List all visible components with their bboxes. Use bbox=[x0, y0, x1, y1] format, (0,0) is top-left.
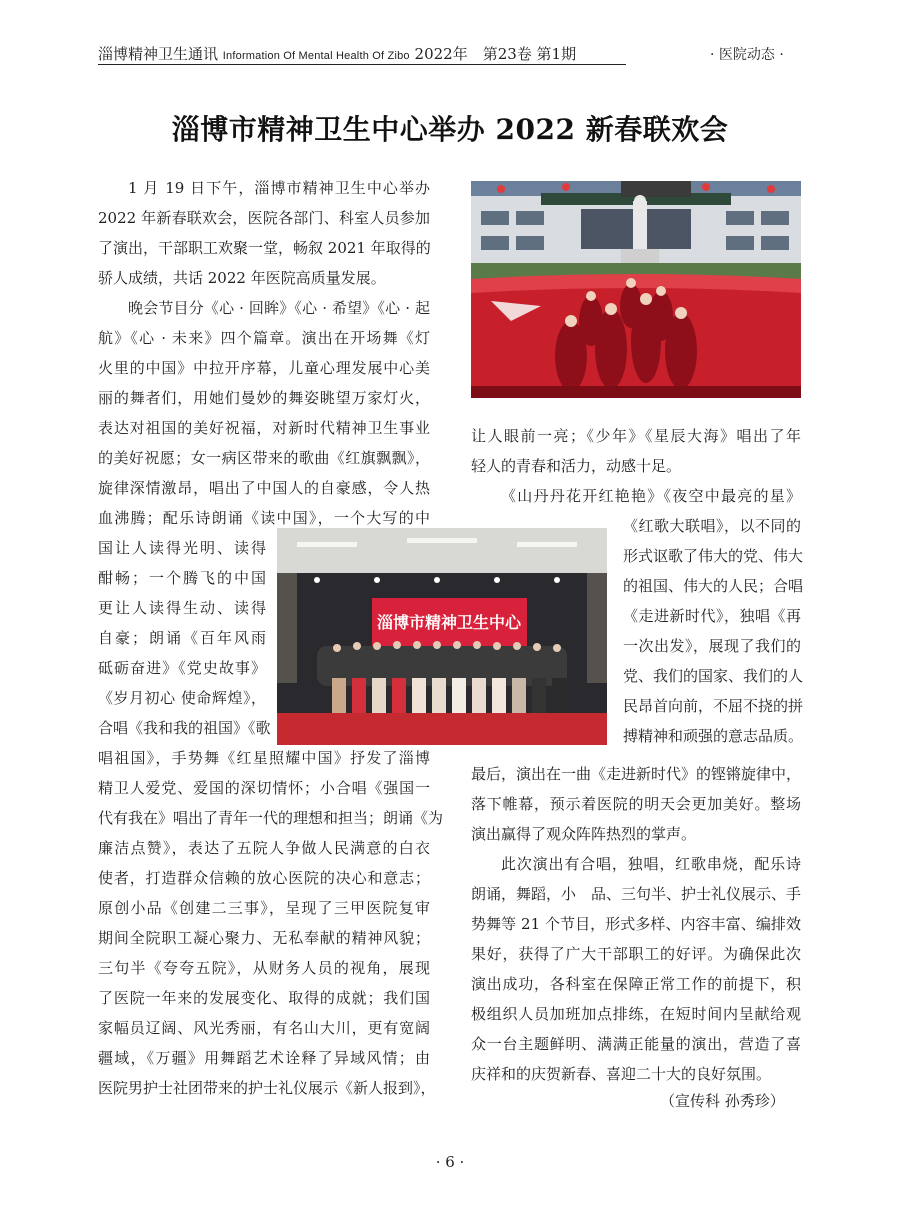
body-line: 落下帷幕，预示着医院的明天会更加美好。整场 bbox=[471, 795, 801, 813]
body-line: 《岁月初心 使命辉煌》， bbox=[98, 689, 266, 707]
body-line: 果好，获得了广大干部职工的好评。为确保此次 bbox=[471, 945, 801, 963]
section-label: · 医院动态 · bbox=[710, 47, 784, 63]
body-line: 党、我们的国家、我们的人 bbox=[623, 667, 804, 685]
group-photo-illustration bbox=[277, 528, 607, 745]
body-line: 国让人读得光明、读得 bbox=[98, 539, 266, 557]
body-line: 极组织人员加班加点排练，在短时间内呈献给观 bbox=[471, 1005, 801, 1023]
body-line: 血沸腾；配乐诗朗诵《读中国》，一个大写的中 bbox=[98, 509, 430, 527]
body-line: 演出成功，各科室在保障正常工作的前提下，积 bbox=[471, 975, 801, 993]
body-line: 搏精神和顽强的意志品质。 bbox=[623, 727, 804, 745]
body-line: 期间全院职工凝心聚力、无私奉献的精神风貌； bbox=[98, 929, 430, 947]
body-line: 庆祥和的庆贺新春、喜迎二十大的良好氛围。 bbox=[471, 1065, 772, 1083]
body-line: 丽的舞者们，用她们曼妙的舞姿眺望万家灯火， bbox=[98, 389, 430, 407]
body-line: 精卫人爱党、爱国的深切情怀；小合唱《强国一 bbox=[98, 779, 430, 797]
body-line: 原创小品《创建二三事》，呈现了三甲医院复审 bbox=[98, 899, 430, 917]
body-line: 《走进新时代》，独唱《再 bbox=[623, 607, 801, 625]
dance-photo-illustration bbox=[471, 181, 801, 398]
body-line: 《山丹丹花开红艳艳》《夜空中最亮的星》 bbox=[501, 487, 801, 505]
body-line: 使者，打造群众信赖的放心医院的决心和意志； bbox=[98, 869, 430, 887]
body-line: 旋律深情激昂，唱出了中国人的自豪感，令人热 bbox=[98, 479, 430, 497]
body-line: 廉洁点赞》，表达了五院人争做人民满意的白衣 bbox=[98, 839, 430, 857]
body-line: 家幅员辽阔、风光秀丽，有名山大川，更有宽阔 bbox=[98, 1019, 430, 1037]
body-line: 唱祖国》，手势舞《红星照耀中国》抒发了淄博 bbox=[98, 749, 430, 767]
body-line: 骄人成绩，共话 2022 年医院高质量发展。 bbox=[98, 269, 386, 287]
body-line: 了医院一年来的发展变化、取得的成就；我们国 bbox=[98, 989, 430, 1007]
body-line: 三句半《夸夸五院》，从财务人员的视角，展现 bbox=[98, 959, 430, 977]
body-line: 形式讴歌了伟大的党、伟大 bbox=[623, 547, 804, 565]
body-line: 众一台主题鲜明、满满正能量的演出，营造了喜 bbox=[471, 1035, 801, 1053]
journal-name: 淄博精神卫生通讯 bbox=[98, 45, 219, 63]
dance-performance-photo bbox=[471, 181, 801, 398]
body-line: 演出赢得了观众阵阵热烈的掌声。 bbox=[471, 825, 697, 843]
body-line: 的美好祝愿；女一病区带来的歌曲《红旗飘飘》， bbox=[98, 449, 430, 467]
body-line: 晚会节目分《心 · 回眸》《心 · 希望》《心 · 起 bbox=[128, 299, 430, 317]
body-line: 砥砺奋进》《党史故事》 bbox=[98, 659, 266, 677]
body-line: 2022 年新春联欢会，医院各部门、科室人员参加 bbox=[98, 209, 430, 227]
body-line: 了演出，干部职工欢聚一堂，畅叙 2021 年取得的 bbox=[98, 239, 431, 257]
body-line: 医院男护士社团带来的护士礼仪展示《新人报到》， bbox=[98, 1079, 436, 1097]
body-line: 让人眼前一亮；《少年》《星辰大海》唱出了年 bbox=[471, 427, 801, 445]
body-line: 1 月 19 日下午，淄博市精神卫生中心举办 bbox=[128, 179, 430, 197]
body-line: 航》《心 · 未来》四个篇章。演出在开场舞《灯 bbox=[98, 329, 430, 347]
body-line: 表达对祖国的美好祝福，对新时代精神卫生事业 bbox=[98, 419, 430, 437]
body-line: 民昂首向前，不屈不挠的拼 bbox=[623, 697, 804, 715]
body-line: 代有我在》唱出了青年一代的理想和担当；朗诵《为 bbox=[98, 809, 444, 827]
article-byline: （宣传科 孙秀珍） bbox=[660, 1092, 785, 1110]
body-line: 更让人读得生动、读得 bbox=[98, 599, 266, 617]
body-line: 一次出发》，展现了我们的 bbox=[623, 637, 801, 655]
body-line: 《红歌大联唱》，以不同的 bbox=[623, 517, 801, 535]
body-line: 疆域，《万疆》用舞蹈艺术诠释了异域风情；由 bbox=[98, 1049, 430, 1067]
article-title: 淄博市精神卫生中心举办 2022 新春联欢会 bbox=[171, 113, 729, 146]
journal-header bbox=[98, 43, 576, 64]
body-line: 火里的中国》中拉开序幕，儿童心理发展中心美 bbox=[98, 359, 430, 377]
journal-english-name: Information Of Mental Health Of Zibo bbox=[222, 50, 410, 62]
body-line: 势舞等 21 个节目，形式多样、内容丰富、编排效 bbox=[471, 915, 801, 933]
body-line: 合唱《我和我的祖国》《歌 bbox=[98, 719, 271, 737]
body-line: 轻人的青春和活力，动感十足。 bbox=[471, 457, 682, 475]
group-photo bbox=[277, 528, 607, 745]
issue-info: 2022年 第23卷 第1期 bbox=[414, 45, 577, 63]
body-line: 此次演出有合唱，独唱，红歌串烧，配乐诗 bbox=[501, 855, 801, 873]
stage-banner-text: 淄博市精神卫生中心 bbox=[376, 613, 522, 632]
body-line: 酣畅；一个腾飞的中国 bbox=[98, 569, 266, 587]
body-line: 自豪；朗诵《百年风雨 bbox=[98, 629, 266, 647]
page-number: · 6 · bbox=[435, 1153, 465, 1171]
body-line: 的祖国、伟大的人民；合唱 bbox=[623, 577, 804, 595]
body-line: 朗诵，舞蹈，小 品、三句半、护士礼仪展示、手 bbox=[471, 885, 802, 903]
body-line: 最后，演出在一曲《走进新时代》的铿锵旋律中， bbox=[471, 765, 802, 783]
header-rule bbox=[98, 64, 626, 65]
